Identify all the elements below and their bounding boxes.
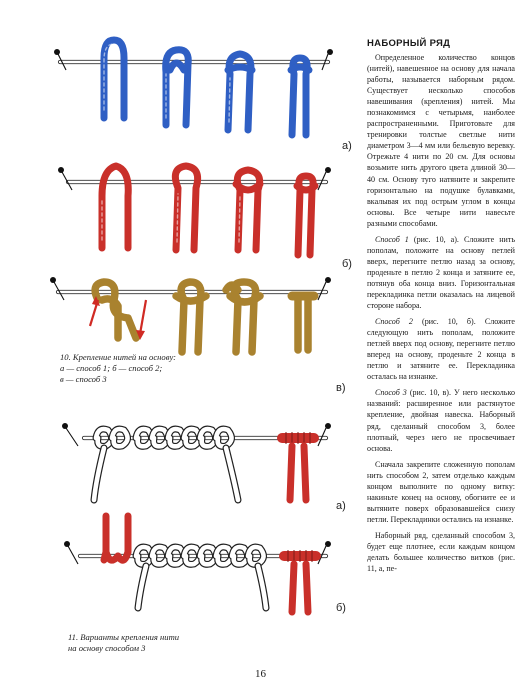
method3-text: (рис. 10, в). У него несколько названий: расширенное или растянутое крепление, двойная навеска. Наборный ряд, сделанный способом 3, более плотный, через него не просвечивает основа. [367, 388, 515, 453]
fig10-caption-line: 10. Крепление нитей на основу: [60, 352, 177, 362]
method2-lead: Способ 2 [375, 317, 413, 327]
fig11-caption-line: 11. Варианты крепления нити [68, 632, 180, 642]
fig10c-drawing [50, 277, 331, 352]
method2-text: (рис. 10, б). Сложите следующую нить пополам, положите петлей вверх под основу, перегните петлю вперед на основу, проденьте 2 конца в петлю и затяните ее. Перекладинка осталась на изнанке. [367, 317, 515, 382]
fig10-label-b: б) [342, 258, 352, 270]
method1-lead: Способ 1 [375, 234, 409, 244]
method3-paragraph [367, 387, 515, 453]
fig10-caption [60, 352, 210, 385]
article-column [367, 38, 515, 579]
fig11-caption [68, 632, 228, 654]
method1-paragraph [367, 234, 515, 311]
fig10-label-a: а) [342, 140, 352, 152]
fig11b-drawing [64, 516, 331, 612]
last-paragraph: Наборный ряд, сделанный способом 3, будет еще плотнее, если каждым концом делать большее количество витков (рис. 11, а, пе- [367, 530, 515, 574]
method3-lead: Способ 3 [375, 388, 407, 398]
fig10b-drawing [58, 166, 331, 255]
intro-paragraph: Определенное количество концов (нитей), навешенное на основу для начала работы, называется наборным рядом. Существует несколько способов навешивания (крепления) нитей. Мы познакомимся с четырьмя, наиболее распространенными. Приготовьте для тренировки толстые светлые нити диаметром 3—4 мм или бельевую веревку. Отрежьте 4 нити по 20 см. Для основы возьмите нить другого цвета длиной 30—40 см. Основу туго натяните и закрепите горизонтально на подушке булавками, вкалывая их под острым углом в концы основы. Все четыре нити навесьте разными способами. [367, 53, 515, 228]
fig11a-drawing [62, 423, 331, 500]
fig11-caption-line: на основу способом 3 [68, 643, 146, 653]
next-paragraph: Сначала закрепите сложенную пополам нить способом 2, затем отделько каждым концом выполните по одному витку: накиньте конец на основу, обогните ее и вытяните поверх образовавшейся снизу петли. Перекладинки остались на изнанке. [367, 459, 515, 524]
fig10-caption-line: в — способ 3 [60, 374, 107, 384]
method1-text: (рис. 10, а). Сложите нить пополам, положите на основу петлей вверх, перегните петлю назад за основу, проденьте в петлю 2 конца и затяните ее, потянув оба конца вниз. Горизонтальная перекладинка петли оказалась на лицевой стороне набора. [367, 234, 516, 311]
fig11-label-b: б) [336, 602, 346, 614]
section-heading: НАБОРНЫЙ РЯД [367, 38, 451, 49]
fig10-caption-line: а — способ 1; б — способ 2; [60, 363, 163, 373]
fig10-label-c: в) [336, 382, 346, 394]
fig11-label-a: а) [336, 500, 346, 512]
page-number: 16 [255, 668, 266, 680]
method2-paragraph [367, 316, 515, 382]
fig10a-drawing [54, 40, 333, 135]
